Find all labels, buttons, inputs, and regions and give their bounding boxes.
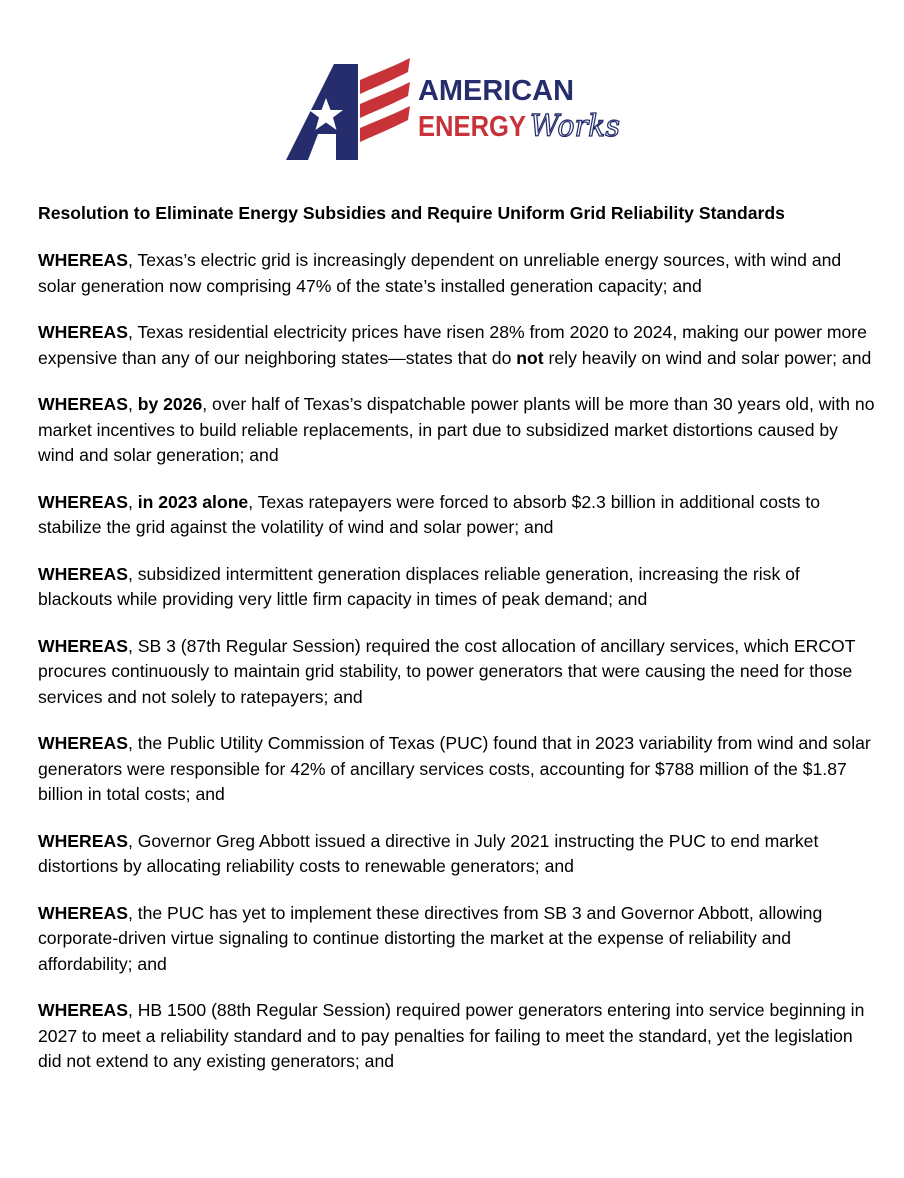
whereas-paragraph	[38, 901, 878, 978]
clause-text: , subsidized intermittent generation displaces reliable generation, increasing the risk of blackouts while providing very little firm capacity in times of peak demand; and	[38, 563, 800, 609]
whereas-paragraph	[38, 731, 878, 808]
whereas-paragraph	[38, 248, 878, 299]
resolution-title: Resolution to Eliminate Energy Subsidies and Require Uniform Grid Reliability Standards	[38, 203, 785, 223]
clause-text: , Texas ratepayers were forced to absorb $2.3 billion in additional costs to stabilize the grid against the volatility of wind and solar power; and	[38, 491, 821, 537]
american-energy-works-logo	[286, 50, 626, 162]
whereas-paragraph	[38, 392, 878, 469]
clause-text: , over half of Texas’s dispatchable power plants will be more than 30 years old, with no market incentives to build reliable replacements, in part due to subsidized market distortions caused by wind and solar generation; and	[38, 394, 875, 465]
whereas-paragraph	[38, 562, 878, 613]
whereas-keyword: WHEREAS	[38, 250, 128, 270]
clause-text: , Texas’s electric grid is increasingly dependent on unreliable energy sources, with wind and solar generation now comprising 47% of the state’s installed generation capacity; and	[38, 250, 842, 296]
whereas-paragraph	[38, 829, 878, 880]
logo-word-energy: ENERGY	[418, 111, 526, 143]
clause-text: , SB 3 (87th Regular Session) required the cost allocation of ancillary services, which ERCOT procures continuously to maintain grid stability, to power generators that were causing the need for those services and not solely to ratepayers; and	[38, 635, 856, 707]
whereas-keyword: WHEREAS	[38, 491, 128, 512]
whereas-paragraph	[38, 634, 878, 711]
clause-text: rely heavily on wind and solar power; and	[543, 347, 872, 368]
whereas-keyword: WHEREAS	[38, 1000, 128, 1020]
clause-text: , the PUC has yet to implement these directives from SB 3 and Governor Abbott, allowing corporate-driven virtue signaling to continue distorting the market at the expense of reliability and affordability; and	[38, 902, 823, 974]
logo-word-works: Works	[530, 109, 620, 144]
whereas-paragraph	[38, 490, 878, 541]
document-body	[38, 200, 878, 1096]
whereas-keyword: WHEREAS	[38, 635, 128, 656]
logo-word-american: AMERICAN	[418, 75, 574, 107]
whereas-clauses	[38, 248, 878, 1075]
emphasized-text: in 2023 alone	[137, 491, 249, 512]
whereas-keyword: WHEREAS	[38, 830, 128, 851]
emphasized-text: not	[516, 347, 544, 368]
logo-graphic	[286, 50, 626, 162]
clause-text: , Texas residential electricity prices have risen 28% from 2020 to 2024, making our power more expensive than any of our neighboring states—states that do	[38, 322, 867, 368]
whereas-paragraph	[38, 320, 878, 371]
whereas-keyword: WHEREAS	[38, 394, 128, 414]
whereas-keyword: WHEREAS	[38, 563, 128, 584]
whereas-keyword: WHEREAS	[38, 902, 128, 923]
whereas-paragraph	[38, 998, 878, 1075]
emphasized-text: by 2026	[137, 394, 203, 414]
clause-text: ,	[127, 491, 138, 512]
clause-text: , Governor Greg Abbott issued a directive in July 2021 instructing the PUC to end market distortions by allocating reliability costs to renewable generators; and	[38, 830, 819, 876]
whereas-keyword: WHEREAS	[38, 322, 128, 342]
clause-text: ,	[127, 394, 138, 414]
clause-text: , the Public Utility Commission of Texas (PUC) found that in 2023 variability from wind and solar generators were responsible for 42% of ancillary services costs, accounting for $788 million of the $1.87 billion in total costs; and	[38, 733, 871, 804]
whereas-keyword: WHEREAS	[38, 733, 128, 753]
clause-text: , HB 1500 (88th Regular Session) required power generators entering into service beginning in 2027 to meet a reliability standard and to pay penalties for failing to meet the standard, yet the legislation did not extend to any existing generators; and	[38, 1000, 865, 1071]
